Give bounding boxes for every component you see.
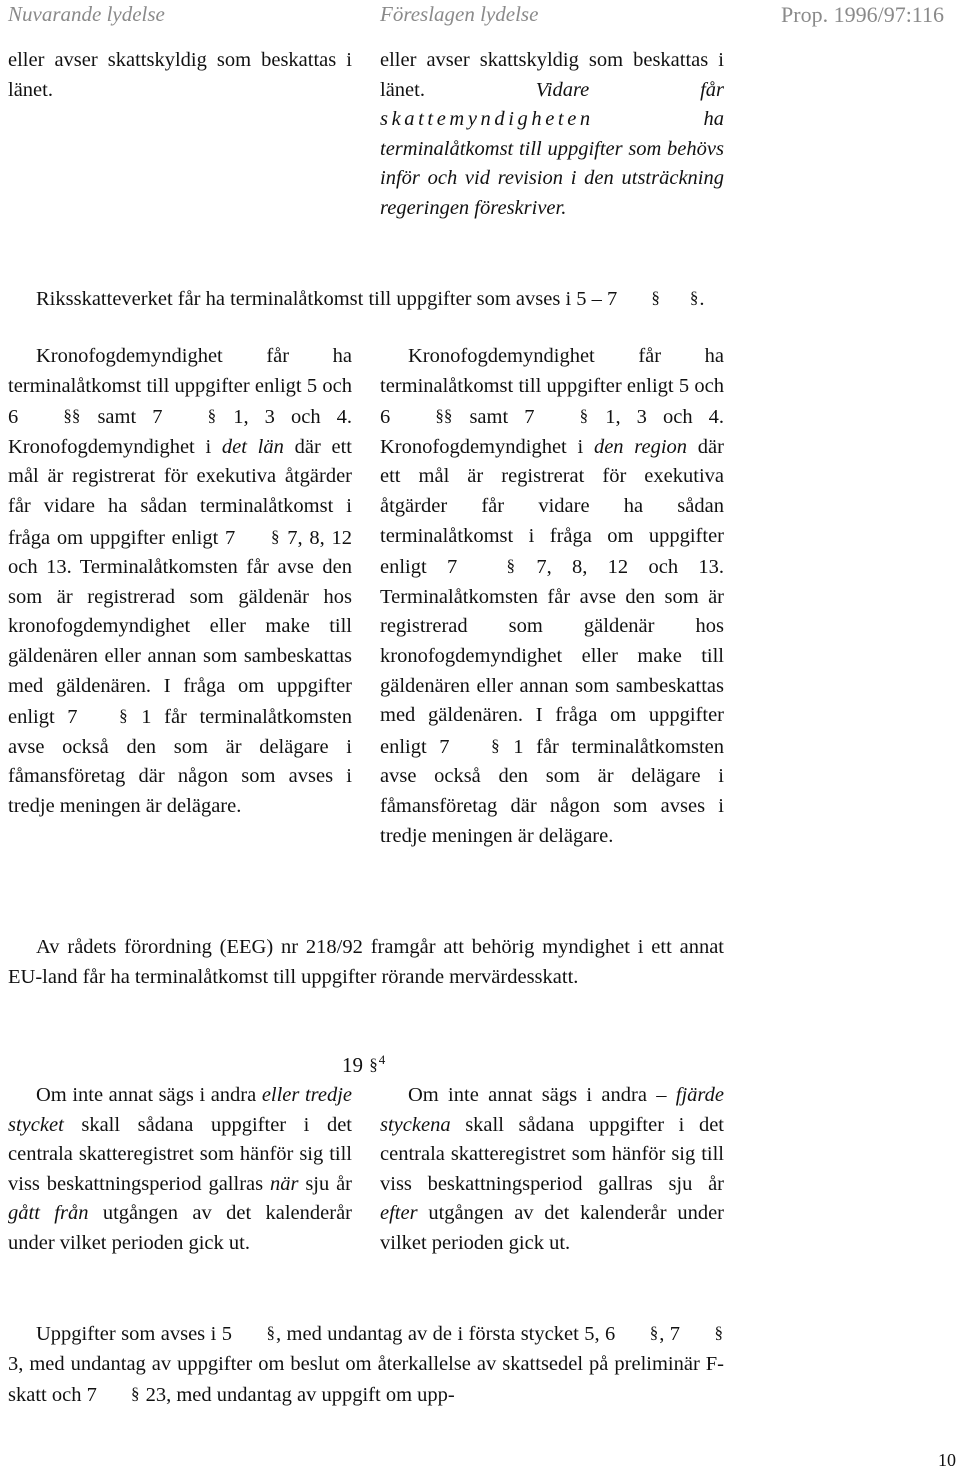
section-symbol: §§ [435, 406, 453, 426]
block3-left-italic-2: när [269, 1172, 299, 1195]
block3-left-c: sju år [305, 1172, 353, 1195]
section-symbol: § [649, 1323, 659, 1342]
block1-right-spaced: skattemyndigheten [380, 108, 594, 131]
section-symbol: § [119, 706, 128, 726]
block2-left-b: samt 7 [97, 406, 163, 429]
section-symbol: § [506, 556, 516, 576]
section-symbol: § [271, 526, 280, 546]
block2-left-c: 1, 3 och 4. Kronofogdemyndighet i [8, 406, 353, 458]
section-symbol: § [491, 735, 500, 755]
block3-left-d: utgången av det kalenderår under vilket perioden gick ut. [8, 1202, 353, 1254]
block3-left-italic-3: gått från [8, 1202, 89, 1225]
section-symbol: § [714, 1323, 724, 1342]
block1-right-italic-b: ha terminalåtkomst till uppgifter som behövs inför och vid revision i den utsträckning regeringen föreskriver. [380, 108, 724, 219]
header-current-wording: Nuvarande lydelse [8, 2, 165, 26]
block1-right-italic-a: Vidare får [535, 78, 724, 101]
last-b: , med undantag av de i första stycket 5, 6 [275, 1323, 616, 1345]
block1-left-column [8, 46, 352, 105]
section-symbol: § [130, 1384, 140, 1404]
block1-right-plain: eller avser skattskyldig som beskattas i länet. [380, 49, 724, 101]
block3-left-a: Om inte annat sägs i andra [36, 1084, 257, 1106]
block3-right-italic-2: efter [380, 1202, 418, 1225]
riksskatteverket-end: . [699, 288, 705, 310]
block2-left-italic: det län [221, 435, 284, 458]
block2-right-b: samt 7 [469, 406, 535, 429]
block2-right-e: 7, 8, 12 och 13. Terminalåtkomsten får avse den som är registrerad som gäldenär hos kronofogdemyndighet eller make till gäldenären eller annan som sambeskattas med gäldenären. I fråga om uppgifter enligt 7 [380, 556, 724, 758]
header-proposition-number: Prop. 1996/97:116 [781, 2, 944, 27]
block2-left-d: där ett mål är registrerat för exekutiva åtgärder får vidare ha sådan terminalåtkomst i fråga om uppgifter enligt 7 [8, 435, 352, 549]
last-paragraph [8, 1318, 724, 1411]
block2-left-a: Kronofogdemyndighet får ha terminalåtkomst till uppgifter enligt 5 och 6 [8, 345, 352, 429]
paragraph-number-value: 19 [342, 1053, 363, 1077]
block3-left-text [8, 1081, 352, 1259]
block2-right-c: 1, 3 och 4. Kronofogdemyndighet i [380, 406, 725, 458]
block2-right-d: där ett mål är registrerat för exekutiva åtgärder får vidare ha sådan terminalåtkomst i fråga om uppgifter enligt 7 [380, 435, 724, 579]
section-symbol: § [689, 288, 699, 307]
block3-right-italic-1: fjärde styckena [380, 1084, 724, 1136]
block2-right-text [380, 342, 724, 851]
block1-right-column [380, 46, 724, 224]
eeg-paragraph [8, 933, 724, 992]
section-symbol: § [579, 406, 589, 426]
block1-left-text: eller avser skattskyldig som beskattas i länet. [8, 49, 352, 101]
last-e: 23, med undantag av uppgift om upp- [145, 1384, 455, 1407]
block3-left-italic-1: eller tredje stycket [8, 1084, 352, 1136]
block3-right-column [380, 1081, 724, 1259]
riksskatteverket-paragraph [8, 283, 724, 315]
section-symbol: § [207, 406, 217, 426]
block2-left-column [8, 342, 352, 822]
paragraph-number [342, 1052, 385, 1078]
page-number: 10 [938, 1450, 956, 1470]
block3-right-b: skall sådana uppgifter i det centrala skatteregistret som hänför sig till viss beskattningsperiod gallras sju år [380, 1113, 724, 1195]
block3-right-a: Om inte annat sägs i andra – [408, 1084, 667, 1106]
block2-right-a: Kronofogdemyndighet får ha terminalåtkomst till uppgifter enligt 5 och 6 [380, 345, 724, 429]
block2-left-e: 7, 8, 12 och 13. Terminalåtkomsten får avse den som är registrerad som gäldenär hos kronofogdemyndighet eller make till gäldenären eller annan som sambeskattas med gäldenären. I fråga om uppgifter enligt 7 [8, 526, 352, 729]
block3-right-text [380, 1081, 724, 1259]
block2-left-f: 1 får terminalåtkomsten avse också den som är delägare i fåmansföretag där någon som avses i tredje meningen är delägare. [8, 706, 353, 817]
riksskatteverket-text: Riksskatteverket får ha terminalåtkomst till uppgifter som avses i 5 – 7 [36, 288, 618, 310]
block3-left-column [8, 1081, 352, 1259]
section-symbol: §§ [63, 406, 81, 426]
header-proposed-wording: Föreslagen lydelse [380, 2, 539, 26]
block2-left-text [8, 342, 352, 822]
block2-right-italic: den region [593, 435, 688, 458]
footnote-ref: 4 [378, 1052, 386, 1067]
block1-right-text [380, 46, 724, 224]
section-symbol: § [651, 288, 660, 307]
eeg-text: Av rådets förordning (EEG) nr 218/92 framgår att behörig myndighet i ett annat EU-land får ha terminalåtkomst till uppgifter rörande mervärdesskatt. [8, 936, 724, 988]
section-symbol: § [369, 1055, 378, 1074]
last-a: Uppgifter som avses i 5 [36, 1323, 232, 1345]
block3-right-c: utgången av det kalenderår under vilket perioden gick ut. [380, 1202, 724, 1254]
block3-left-b: skall sådana uppgifter i det centrala skatteregistret som hänför sig till viss beskattningsperiod gallras [8, 1113, 352, 1195]
last-d: 3, med undantag av uppgifter om beslut om återkallelse av skattsedel på preliminär F-skatt och 7 [8, 1352, 724, 1407]
section-symbol: § [266, 1323, 275, 1342]
last-c: , 7 [659, 1323, 681, 1345]
block2-right-f: 1 får terminalåtkomsten avse också den som är delägare i fåmansföretag där någon som avses i tredje meningen är delägare. [380, 735, 725, 847]
block2-right-column [380, 342, 724, 851]
